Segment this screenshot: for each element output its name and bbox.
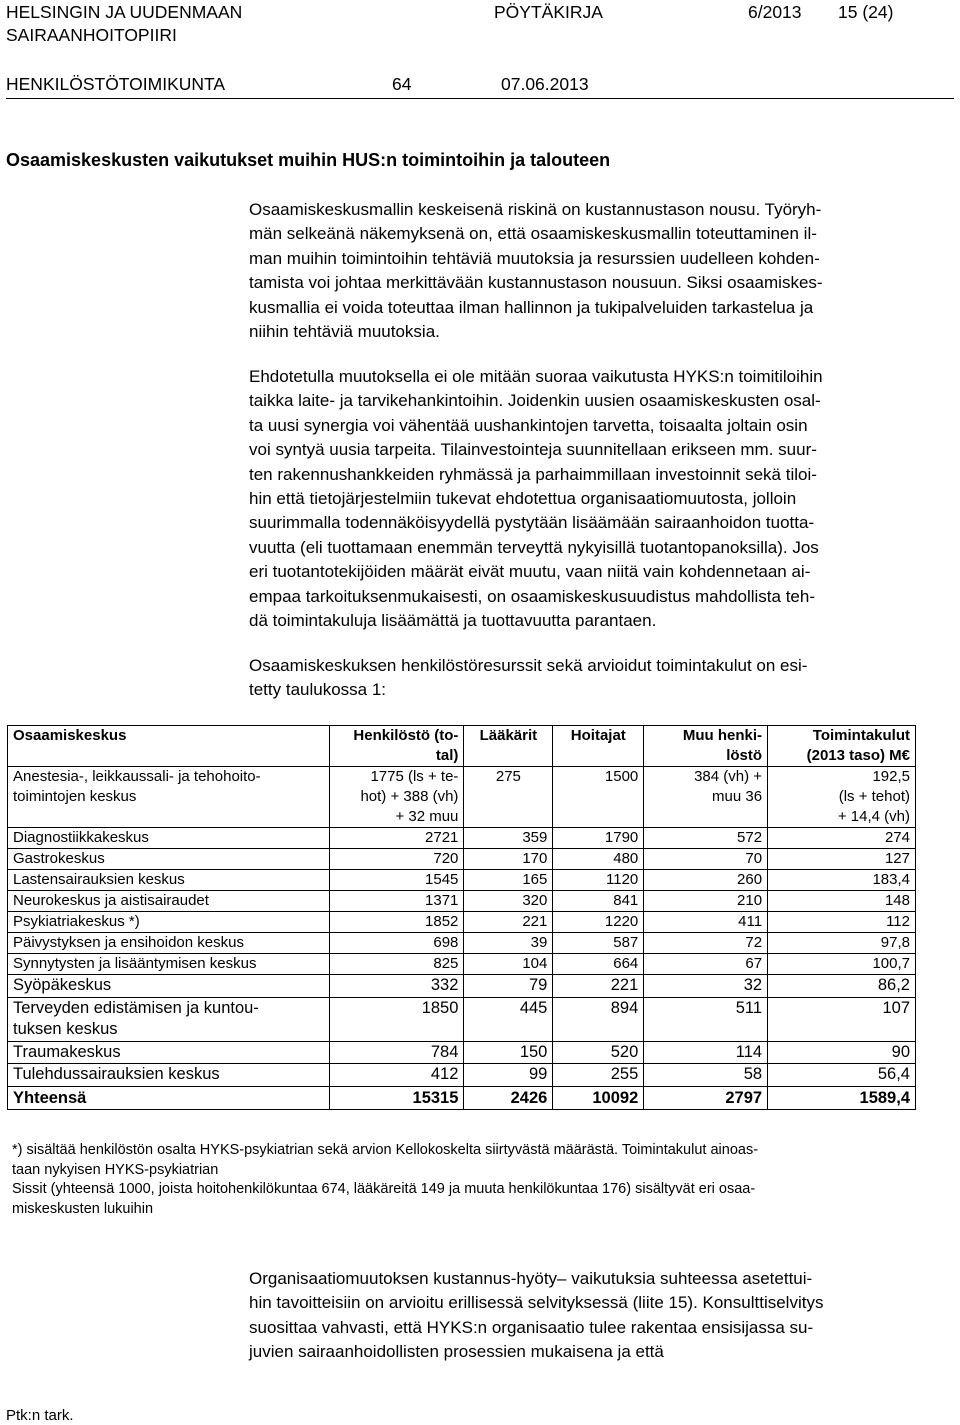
cell-center: Neurokeskus ja aistisairaudet: [8, 891, 330, 912]
table-row: [8, 1064, 916, 1087]
text-line: taikka laite- ja tarvikehankintoihin. Joidenkin uusien osaamiskeskusten osal-: [249, 391, 821, 411]
cell-other: 411: [644, 912, 768, 933]
text-line: ta uusi synergia voi vähentää uushankintojen tarvetta, toisaalta joltain osin: [249, 415, 808, 435]
footnote-line: miskeskusten lukuihin: [12, 1200, 154, 1217]
cell-costs: 100,7: [768, 954, 916, 975]
cell-center: Gastrokeskus: [8, 849, 330, 870]
cell-doctors: 104: [464, 954, 553, 975]
cell-costs: 183,4: [768, 870, 916, 891]
col-header-center: Osaamiskeskus: [8, 726, 330, 767]
cell-center: Tulehdussairauksien keskus: [8, 1064, 330, 1087]
section-title: Osaamiskeskusten vaikutukset muihin HUS:n toimintoihin ja talouteen: [6, 150, 611, 170]
text-line: Organisaatiomuutoksen kustannus-hyöty– vaikutuksia suhteessa asetettui-: [249, 1269, 813, 1288]
cell-nurses: 664: [553, 954, 644, 975]
cell-doctors: 359: [464, 828, 553, 849]
cell-other: 572: [644, 828, 768, 849]
cell-other: 114: [644, 1041, 768, 1064]
cell-center: Lastensairauksien keskus: [8, 870, 330, 891]
cell-costs: 90: [768, 1041, 916, 1064]
cell-staff: 1850: [329, 997, 464, 1041]
cell-staff: 15315: [329, 1086, 464, 1109]
cell-staff: 2721: [329, 828, 464, 849]
committee-name: HENKILÖSTÖTOIMIKUNTA: [6, 74, 226, 94]
cell-staff: 1545: [329, 870, 464, 891]
cell-center: Yhteensä: [8, 1086, 330, 1109]
cell-doctors: 445: [464, 997, 553, 1041]
cell-doctors: 39: [464, 933, 553, 954]
cell-other: 210: [644, 891, 768, 912]
cell-costs: 127: [768, 849, 916, 870]
cell-staff: 332: [329, 975, 464, 998]
text-line: vuutta (eli tuottamaan enemmän terveyttä nykyisillä tuotantopanoksilla). Jos: [249, 537, 819, 557]
text-line: empaa tarkoituksenmukaisesti, on osaamiskeskusuudistus mahdollista teh-: [249, 586, 815, 606]
cell-costs: 97,8: [768, 933, 916, 954]
cell-nurses: 10092: [553, 1086, 644, 1109]
text-line: suosittaa vahvasti, että HYKS:n organisaatio tulee rakentaa ensisijassa su-: [249, 1317, 814, 1337]
cell-nurses: 520: [553, 1041, 644, 1064]
footnote-line: taan nykyisen HYKS-psykiatrian: [12, 1161, 219, 1178]
cell-center: Päivystyksen ja ensihoidon keskus: [8, 933, 330, 954]
text-line: niihin tehtäviä muutoksia.: [249, 322, 440, 342]
cell-center: Psykiatriakeskus *): [8, 912, 330, 933]
table-total-row: [8, 1086, 916, 1109]
paragraph-cost-benefit: [249, 1267, 823, 1365]
doc-type: PÖYTÄKIRJA: [494, 2, 603, 22]
cell-other: 70: [644, 849, 768, 870]
cell-center: Syöpäkeskus: [8, 975, 330, 998]
text-line: Ehdotetulla muutoksella ei ole mitään suoraa vaikutusta HYKS:n toimitiloihin: [249, 367, 823, 386]
text-line: man muihin toimintoihin tehtäviä muutoksia ja resurssien uudelleen kohden-: [249, 248, 820, 268]
table-row: [8, 828, 916, 849]
cell-costs: 56,4: [768, 1064, 916, 1087]
cell-doctors: 99: [464, 1064, 553, 1087]
text-line: tetty taulukossa 1:: [249, 680, 387, 700]
cell-staff: 698: [329, 933, 464, 954]
cell-doctors: 221: [464, 912, 553, 933]
cell-staff: 784: [329, 1041, 464, 1064]
cell-other: 32: [644, 975, 768, 998]
cell-nurses: 841: [553, 891, 644, 912]
cell-doctors: 275: [464, 767, 553, 828]
table-row: [8, 933, 916, 954]
cell-other: 511: [644, 997, 768, 1041]
page-number: 15 (24): [838, 2, 894, 22]
cell-doctors: 320: [464, 891, 553, 912]
cell-nurses: 221: [553, 975, 644, 998]
col-header-nurses: Hoitajat: [553, 726, 644, 767]
paragraph-facilities: [249, 365, 823, 633]
meeting-date: 07.06.2013: [501, 74, 589, 94]
header-divider: [6, 98, 954, 99]
cell-doctors: 2426: [464, 1086, 553, 1109]
cell-other: 67: [644, 954, 768, 975]
text-line: Osaamiskeskuksen henkilöstöresurssit sekä arvioidut toimintakulut on esi-: [249, 656, 808, 675]
text-line: ten rakennushankkeiden ryhmässä ja parhaimmillaan investoinnit sekä tiloi-: [249, 464, 817, 484]
cell-other: 384 (vh) + muu 36: [644, 767, 768, 828]
text-line: eri tuotantotekijöiden määrät eivät muutu, vaan niitä vain kohdennetaan ai-: [249, 562, 811, 582]
cell-nurses: 1790: [553, 828, 644, 849]
text-line: Osaamiskeskusmallin keskeisenä riskinä on kustannustason nousu. Työryh-: [249, 200, 822, 219]
cell-costs: 107: [768, 997, 916, 1041]
staff-cost-table: [7, 725, 916, 1110]
cell-center: Diagnostiikkakeskus: [8, 828, 330, 849]
text-line: suurimmalla todennäköisyydellä pystytään lisäämään sairaanhoidon tuotta-: [249, 513, 815, 533]
cell-staff: 825: [329, 954, 464, 975]
section-number: 64: [392, 74, 412, 94]
cell-other: 72: [644, 933, 768, 954]
table-row: [8, 891, 916, 912]
cell-nurses: 1220: [553, 912, 644, 933]
text-line: juvien sairaanhoidollisten prosessien mukaisena ja että: [249, 1342, 664, 1362]
paragraph-table-intro: [249, 654, 807, 703]
text-line: kusmallia ei voida toteuttaa ilman hallinnon ja tukipalveluiden tarkastelua ja: [249, 297, 814, 317]
text-line: tamista voi johtaa merkittävään kustannustason nousuun. Siksi osaamiskes-: [249, 273, 823, 293]
cell-doctors: 165: [464, 870, 553, 891]
cell-nurses: 894: [553, 997, 644, 1041]
cell-doctors: 150: [464, 1041, 553, 1064]
cell-doctors: 79: [464, 975, 553, 998]
table-footnotes: [12, 1141, 758, 1219]
cell-nurses: 480: [553, 849, 644, 870]
col-header-other: Muu henki- löstö: [644, 726, 768, 767]
text-line: voi syntyä uusia tarpeita. Tilainvestointeja suunnitellaan erikseen mm. suur-: [249, 440, 817, 460]
org-name-line1: HELSINGIN JA UUDENMAAN: [6, 2, 243, 22]
cell-center: Terveyden edistämisen ja kuntou- tuksen keskus: [8, 997, 330, 1041]
cell-costs: 192,5 (ls + tehot) + 14,4 (vh): [768, 767, 916, 828]
text-line: hin että tietojärjestelmiin tukevat ehdotettua organisaatiomuutosta, jolloin: [249, 489, 797, 509]
cell-staff: 1852: [329, 912, 464, 933]
cell-nurses: 1500: [553, 767, 644, 828]
cell-staff: 412: [329, 1064, 464, 1087]
col-header-costs: Toimintakulut (2013 taso) M€: [768, 726, 916, 767]
org-name-line2: SAIRAANHOITOPIIRI: [6, 25, 177, 45]
doc-number: 6/2013: [748, 2, 802, 22]
table-row: [8, 849, 916, 870]
cell-costs: 86,2: [768, 975, 916, 998]
cell-costs: 148: [768, 891, 916, 912]
footnote-line: *) sisältää henkilöstön osalta HYKS-psykiatrian sekä arvion Kellokoskelta siirtyvästä määrästä. Toimintakulut ainoas-: [12, 1142, 759, 1158]
cell-doctors: 170: [464, 849, 553, 870]
text-line: dä toimintakuluja lisäämättä ja tuottavuutta parantaen.: [249, 611, 657, 631]
table-row: [8, 767, 916, 828]
table-row: [8, 870, 916, 891]
table-row: [8, 1041, 916, 1064]
footnote-line: Sissit (yhteensä 1000, joista hoitohenkilökuntaa 674, lääkäreitä 149 ja muuta henkilökuntaa 176) sisältyvät eri osaa-: [12, 1181, 756, 1197]
cell-other: 58: [644, 1064, 768, 1087]
cell-staff: 720: [329, 849, 464, 870]
text-line: hin tavoitteisiin on arvioitu erillisessä selvityksessä (liite 15). Konsulttiselvitys: [249, 1293, 824, 1313]
table-row: [8, 975, 916, 998]
col-header-staff: Henkilöstö (to- tal): [329, 726, 464, 767]
cell-nurses: 587: [553, 933, 644, 954]
cell-other: 260: [644, 870, 768, 891]
table-row: [8, 997, 916, 1041]
cell-other: 2797: [644, 1086, 768, 1109]
cell-staff: 1371: [329, 891, 464, 912]
table-row: [8, 912, 916, 933]
paragraph-risk: [249, 198, 823, 344]
cell-costs: 1589,4: [768, 1086, 916, 1109]
col-header-doctors: Lääkärit: [464, 726, 553, 767]
cell-costs: 274: [768, 828, 916, 849]
text-line: män selkeänä näkemyksenä on, että osaamiskeskusmallin toteuttaminen il-: [249, 224, 817, 244]
cell-nurses: 255: [553, 1064, 644, 1087]
table-row: [8, 954, 916, 975]
table-header-row: [8, 726, 916, 767]
cell-center: Traumakeskus: [8, 1041, 330, 1064]
cell-staff: 1775 (ls + te- hot) + 388 (vh) + 32 muu: [329, 767, 464, 828]
cell-center: Anestesia-, leikkaussali- ja tehohoito- toimintojen keskus: [8, 767, 330, 828]
cell-center: Synnytysten ja lisääntymisen keskus: [8, 954, 330, 975]
minutes-checker-label: Ptk:n tark.: [6, 1407, 74, 1424]
cell-costs: 112: [768, 912, 916, 933]
cell-nurses: 1120: [553, 870, 644, 891]
